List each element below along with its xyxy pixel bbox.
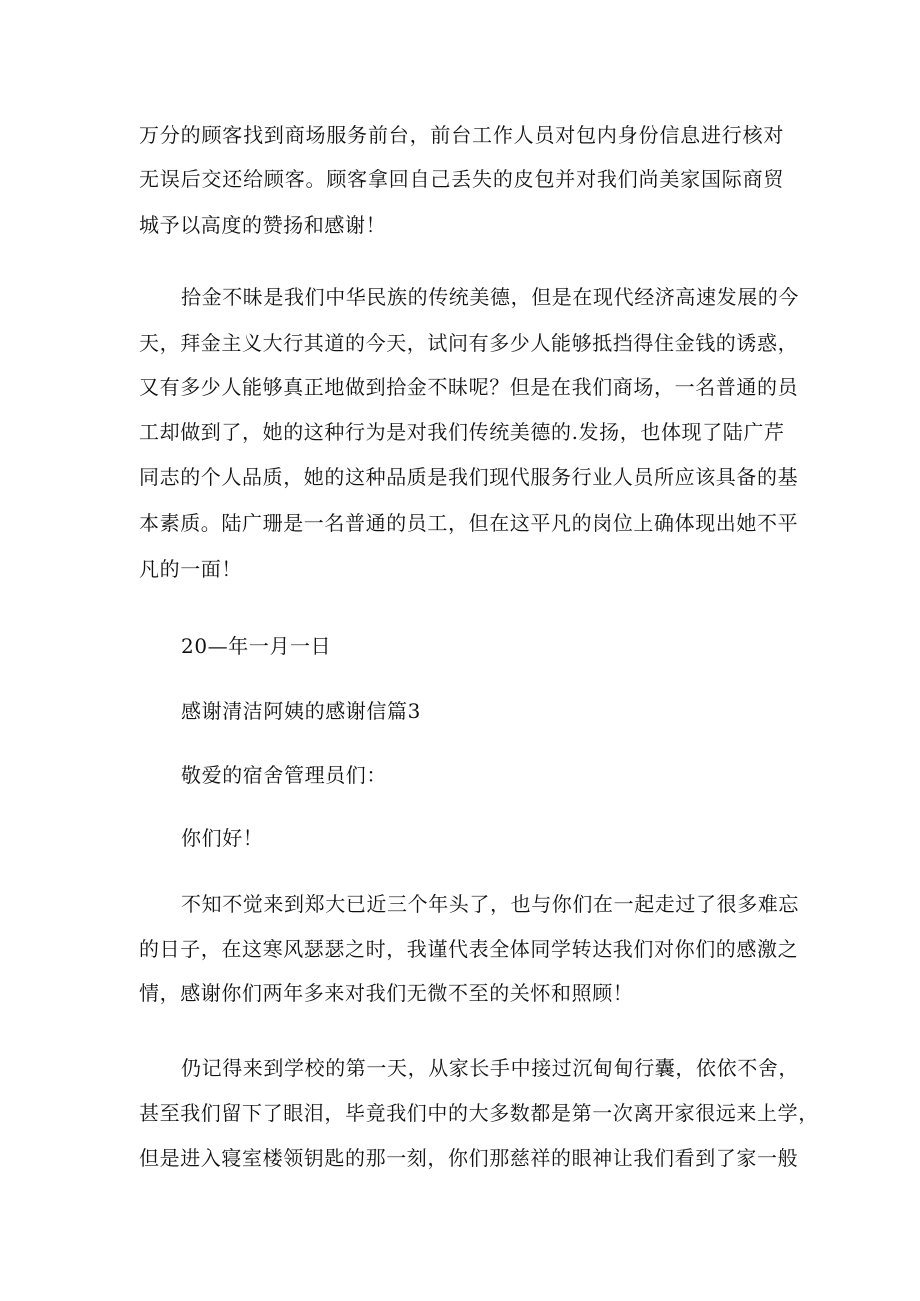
paragraph-2-line-3: 又有多少人能够真正地做到拾金不昧呢？但是在我们商场，一名普通的员 [139, 375, 799, 399]
paragraph-3-line-3: 情，感谢你们两年多来对我们无微不至的关怀和照顾！ [139, 981, 634, 1005]
paragraph-3-line-2: 的日子，在这寒风瑟瑟之时，我谨代表全体同学转达我们对你们的感激之 [139, 937, 799, 961]
paragraph-2-line-5: 同志的个人品质，她的这种品质是我们现代服务行业人员所应该具备的基 [139, 465, 799, 489]
paragraph-2-line-7: 凡的一面！ [139, 557, 242, 581]
paragraph-1-line-1: 万分的顾客找到商场服务前台，前台工作人员对包内身份信息进行核对 [139, 123, 784, 147]
paragraph-2-line-4: 工却做到了，她的这种行为是对我们传统美德的.发扬，也体现了陆广芹 [139, 420, 785, 444]
paragraph-4-line-3: 但是进入寝室楼领钥匙的那一刻，你们那慈祥的眼神让我们看到了家一般 [139, 1146, 799, 1170]
paragraph-3-line-1: 不知不觉来到郑大已近三个年头了，也与你们在一起走过了很多难忘 [181, 892, 799, 916]
section-title: 感谢清洁阿姨的感谢信篇3 [181, 699, 421, 723]
letter-date: 20—年一月一日 [181, 634, 332, 658]
paragraph-1-line-3: 城予以高度的赞扬和感谢！ [139, 213, 387, 237]
paragraph-1-line-2: 无误后交还给顾客。顾客拿回自己丢失的皮包并对我们尚美家国际商贸 [139, 167, 784, 191]
paragraph-2-line-1: 拾金不昧是我们中华民族的传统美德，但是在现代经济高速发展的今 [181, 285, 799, 309]
paragraph-4-line-1: 仍记得来到学校的第一天，从家长手中接过沉甸甸行囊，依依不舍， [181, 1056, 799, 1080]
paragraph-2-line-6: 本素质。陆广珊是一名普通的员工，但在这平凡的岗位上确体现出她不平 [139, 511, 799, 535]
paragraph-2-line-2: 天，拜金主义大行其道的今天，试问有多少人能够抵挡得住金钱的诱惑， [139, 331, 799, 355]
paragraph-4-line-2: 甚至我们留下了眼泪，毕竟我们中的大多数都是第一次离开家很远来上学， [139, 1101, 819, 1125]
salutation: 敬爱的宿舍管理员们： [181, 763, 387, 787]
greeting: 你们好！ [181, 826, 264, 850]
